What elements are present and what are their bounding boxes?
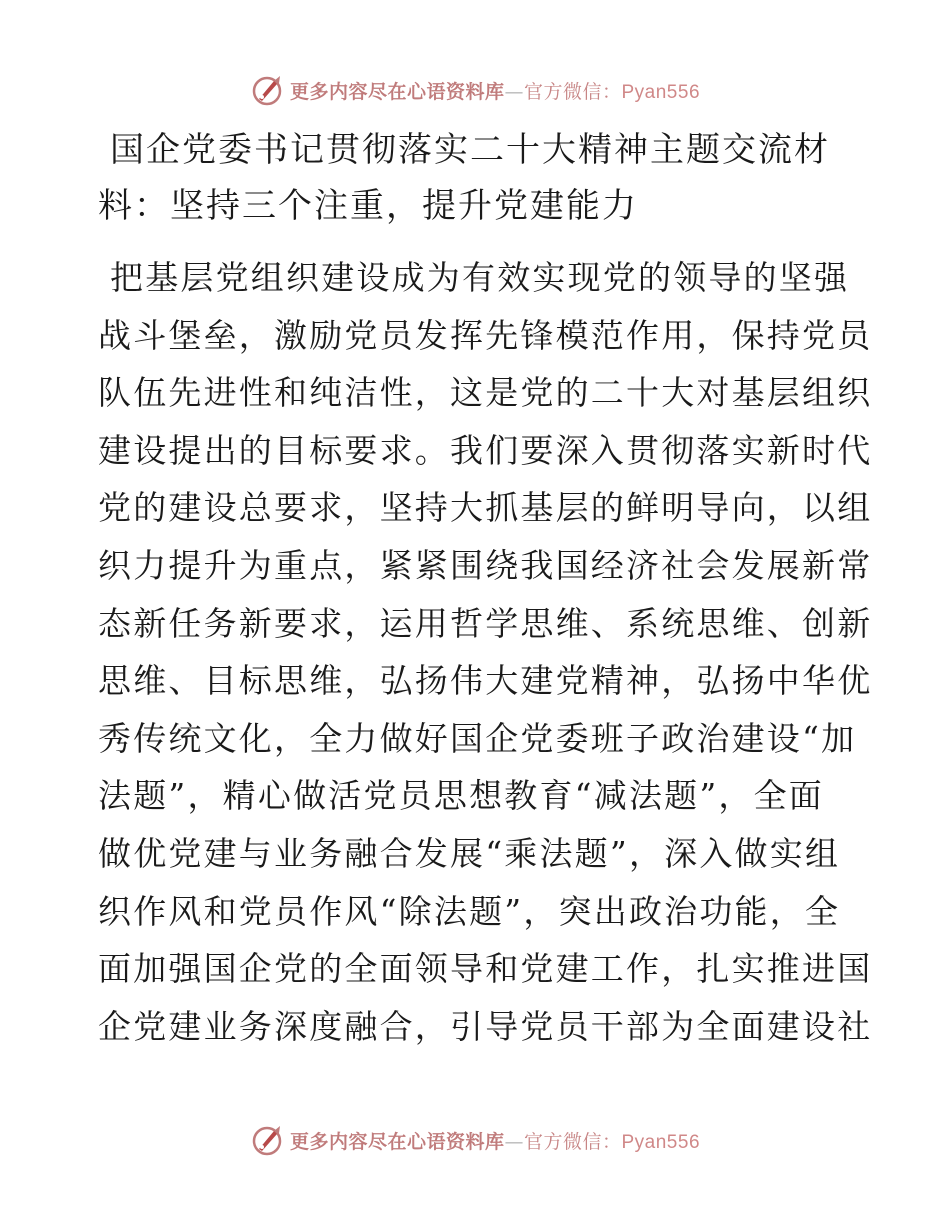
watermark-wechat-id: Pyan556 xyxy=(621,81,701,103)
body-line: 法题”，精心做活党员思想教育“减法题”，全面 xyxy=(98,776,825,816)
watermark-brand: 更多内容尽在心语资料库 xyxy=(289,80,505,103)
body-paragraph xyxy=(98,249,873,1055)
document-title xyxy=(98,122,858,234)
watermark-banner-bottom xyxy=(0,1120,950,1160)
body-line: 织力提升为重点，紧紧围绕我国经济社会发展新常 xyxy=(98,545,873,585)
body-line: 队伍先进性和纯洁性，这是党的二十大对基层组织 xyxy=(98,373,873,413)
watermark-brand: 更多内容尽在心语资料库 xyxy=(289,1130,505,1153)
body-line: 秀传统文化，全力做好国企党委班子政治建设“加 xyxy=(98,718,857,758)
watermark-text xyxy=(290,77,700,104)
body-line: 把基层党组织建设成为有效实现党的领导的坚强 xyxy=(110,258,850,297)
body-line: 态新任务新要求，运用哲学思维、系统思维、创新 xyxy=(98,603,873,643)
body-line: 思维、目标思维，弘扬伟大建党精神，弘扬中华优 xyxy=(98,661,873,701)
body-line: 建设提出的目标要求。我们要深入贯彻落实新时代 xyxy=(98,430,873,470)
quill-pen-logo-icon xyxy=(250,1123,284,1157)
watermark-wechat-label: 官方微信： xyxy=(523,80,622,103)
body-line: 企党建业务深度融合，引导党员干部为全面建设社 xyxy=(98,1006,873,1046)
watermark-text xyxy=(290,1127,700,1154)
watermark-separator: — xyxy=(504,1130,524,1153)
quill-pen-logo-icon xyxy=(250,73,284,107)
watermark-separator: — xyxy=(504,80,524,103)
body-line: 党的建设总要求，坚持大抓基层的鲜明导向，以组 xyxy=(98,488,873,528)
body-line: 织作风和党员作风“除法题”，突出政治功能，全 xyxy=(98,891,841,931)
body-line: 做优党建与业务融合发展“乘法题”，深入做实组 xyxy=(98,833,841,873)
watermark-wechat-label: 官方微信： xyxy=(523,1130,622,1153)
watermark-wechat-id: Pyan556 xyxy=(621,1131,701,1153)
title-line: 料：坚持三个注重，提升党建能力 xyxy=(98,186,638,226)
body-line: 面加强国企党的全面领导和党建工作，扎实推进国 xyxy=(98,949,873,989)
watermark-banner-top xyxy=(0,70,950,110)
title-line: 国企党委书记贯彻落实二十大精神主题交流材 xyxy=(110,130,830,170)
body-line: 战斗堡垒，激励党员发挥先锋模范作用，保持党员 xyxy=(98,315,873,355)
